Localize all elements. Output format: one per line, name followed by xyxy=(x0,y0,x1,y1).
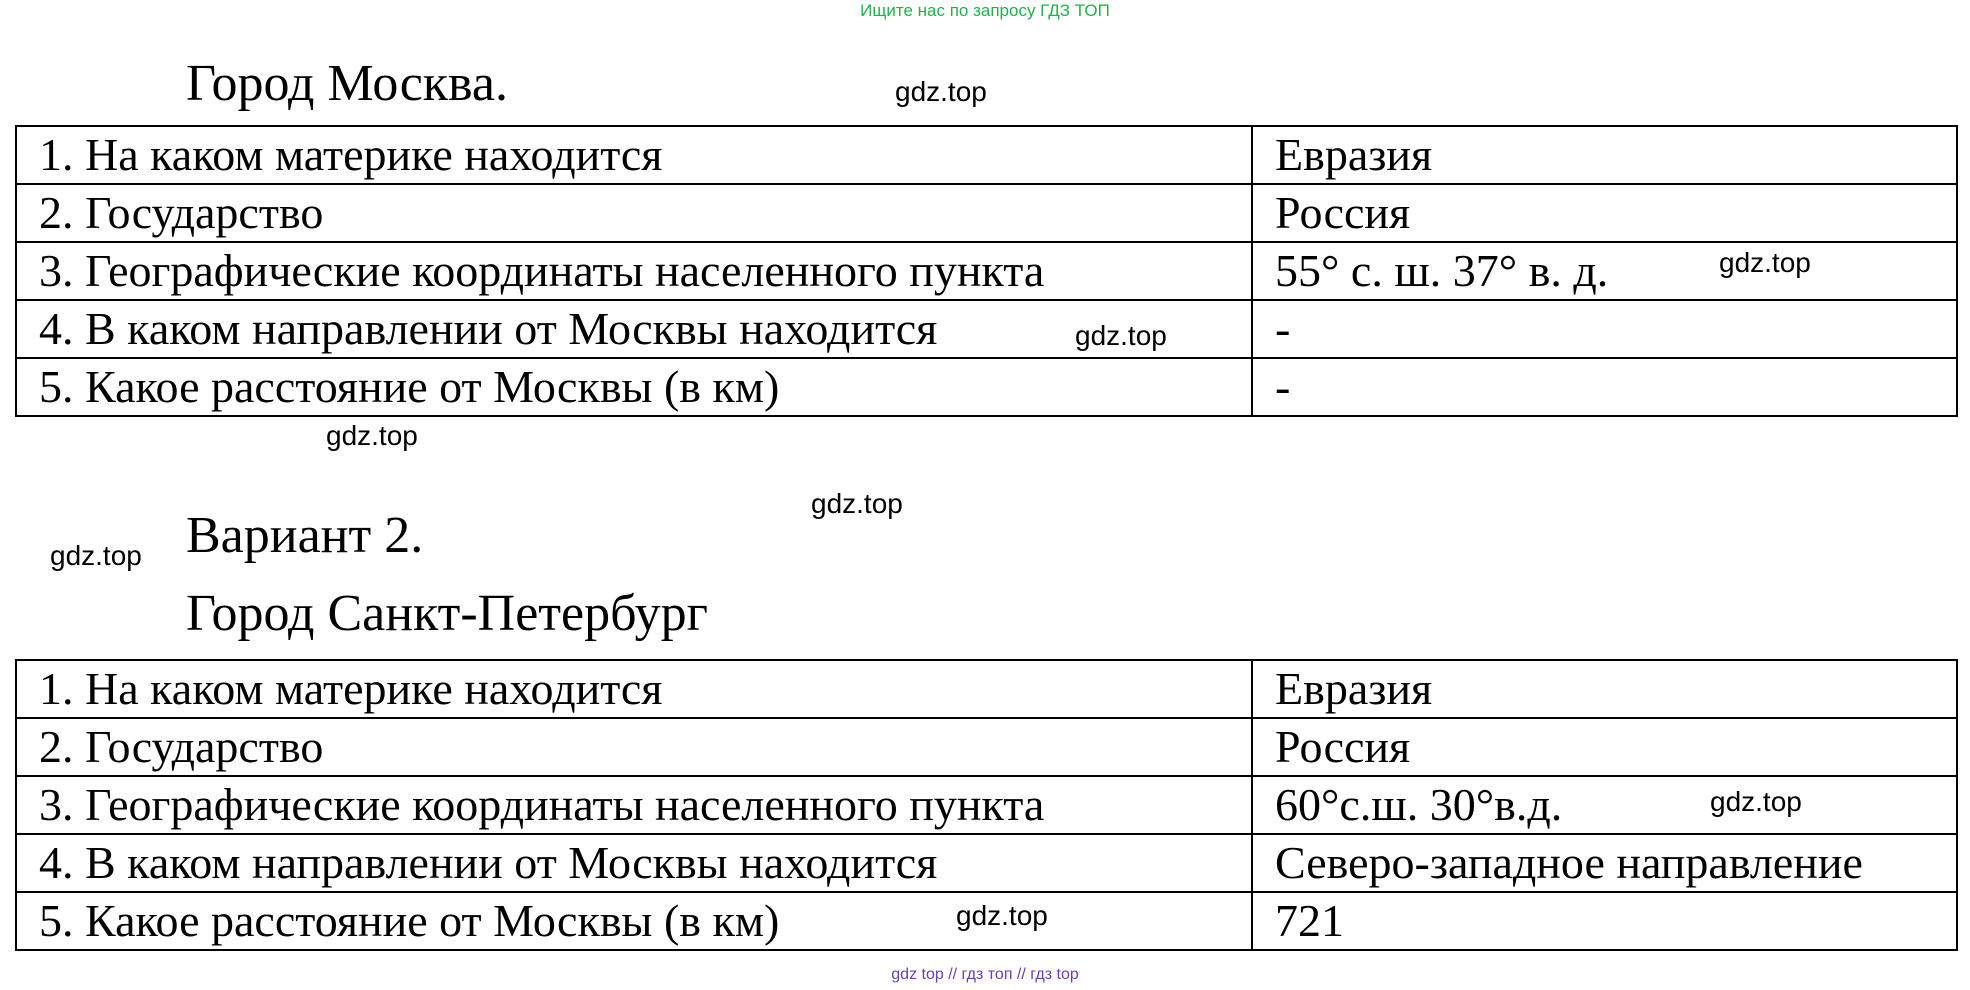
table-row xyxy=(16,358,1957,416)
table-row xyxy=(16,242,1957,300)
question-cell: 3. Географические координаты населенного пункта xyxy=(16,776,1252,834)
question-cell: 5. Какое расстояние от Москвы (в км) xyxy=(16,892,1252,950)
watermark: gdz.top xyxy=(895,76,987,107)
question-cell: 2. Государство xyxy=(16,718,1252,776)
watermark: gdz.top xyxy=(956,900,1048,931)
answer-cell: Россия xyxy=(1252,718,1957,776)
watermark: gdz.top xyxy=(1710,786,1802,817)
answer-cell: Россия xyxy=(1252,184,1957,242)
table-row xyxy=(16,834,1957,892)
question-cell: 4. В каком направлении от Москвы находится xyxy=(16,300,1252,358)
table-row xyxy=(16,718,1957,776)
watermark: gdz.top xyxy=(50,540,142,571)
question-cell: 1. На каком материке находится xyxy=(16,126,1252,184)
footer-banner: gdz top // гдз топ // гдз top xyxy=(891,966,1079,983)
table-row xyxy=(16,184,1957,242)
table-row xyxy=(16,660,1957,718)
section2-title: Город Санкт-Петербург xyxy=(186,585,708,642)
question-cell: 2. Государство xyxy=(16,184,1252,242)
moscow-table xyxy=(15,125,1958,417)
answer-cell: 60°с.ш. 30°в.д. xyxy=(1252,776,1957,834)
section1-title: Город Москва. xyxy=(186,55,508,112)
question-cell: 4. В каком направлении от Москвы находится xyxy=(16,834,1252,892)
watermark: gdz.top xyxy=(326,420,418,451)
answer-cell: Северо-западное направление xyxy=(1252,834,1957,892)
answer-cell: - xyxy=(1252,358,1957,416)
question-cell: 3. Географические координаты населенного пункта xyxy=(16,242,1252,300)
table-row xyxy=(16,300,1957,358)
answer-cell: Евразия xyxy=(1252,660,1957,718)
watermark: gdz.top xyxy=(1075,320,1167,351)
watermark: gdz.top xyxy=(1719,247,1811,278)
question-cell: 5. Какое расстояние от Москвы (в км) xyxy=(16,358,1252,416)
header-banner: Ищите нас по запросу ГДЗ ТОП xyxy=(860,1,1110,20)
answer-cell: Евразия xyxy=(1252,126,1957,184)
table-row xyxy=(16,126,1957,184)
question-cell: 1. На каком материке находится xyxy=(16,660,1252,718)
variant-heading: Вариант 2. xyxy=(186,507,424,564)
watermark: gdz.top xyxy=(811,488,903,519)
table-row xyxy=(16,776,1957,834)
answer-cell: 55° с. ш. 37° в. д. xyxy=(1252,242,1957,300)
answer-cell: - xyxy=(1252,300,1957,358)
answer-cell: 721 xyxy=(1252,892,1957,950)
